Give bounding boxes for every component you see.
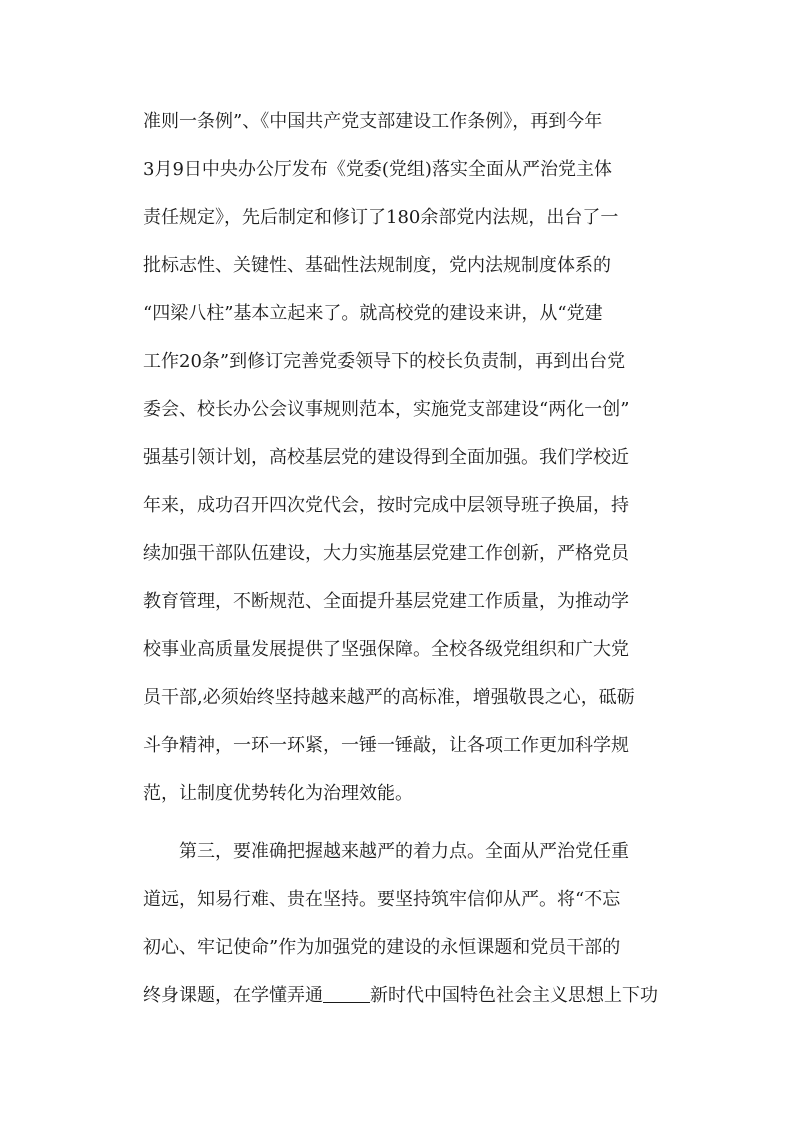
paragraph-line: 道远，知易行难、贵在坚持。要坚持筑牢信仰从严。将“不忘 (143, 889, 621, 910)
paragraph-line: 3月9日中央办公厅发布《党委(党组)落实全面从严治党主体 (143, 159, 612, 180)
paragraph-line: 续加强干部队伍建设，大力实施基层党建工作创新，严格党员 (143, 543, 629, 564)
line-text-before-blank: 终身课题，在学懂弄通 (143, 985, 323, 1006)
paragraph-line: “四梁八柱”基本立起来了。就高校党的建设来讲，从“党建 (143, 303, 603, 324)
paragraph-line: 教育管理，不断规范、全面提升基层党建工作质量，为推动学 (143, 591, 629, 612)
fill-in-blank (323, 984, 370, 1003)
paragraph-line-with-blank (143, 984, 658, 1008)
paragraph-line: 工作20条”到修订完善党委领导下的校长负责制，再到出台党 (143, 351, 626, 372)
paragraph-line: 批标志性、关键性、基础性法规制度，党内法规制度体系的 (143, 255, 611, 276)
paragraph-first-line: 第三，要准确把握越来越严的着力点。全面从严治党任重 (179, 841, 629, 862)
paragraph-line: 初心、牢记使命”作为加强党的建设的永恒课题和党员干部的 (143, 937, 621, 958)
line-text-after-blank: 新时代中国特色社会主义思想上下功 (370, 985, 658, 1006)
paragraph-line: 准则一条例”、《中国共产党支部建设工作条例》，再到今年 (143, 111, 603, 132)
paragraph-line: 年来，成功召开四次党代会，按时完成中层领导班子换届，持 (143, 495, 629, 516)
paragraph-line: 员干部,必须始终坚持越来越严的高标准，增强敬畏之心，砥砺 (143, 687, 635, 708)
paragraph-line: 责任规定》，先后制定和修订了180余部党内法规，出台了一 (143, 207, 619, 228)
paragraph-line: 校事业高质量发展提供了坚强保障。全校各级党组织和广大党 (143, 639, 629, 660)
paragraph-line: 委会、校长办公会议事规则范本，实施党支部建设“两化一创” (143, 399, 630, 420)
paragraph-line: 斗争精神，一环一环紧，一锤一锤敲，让各项工作更加科学规 (143, 735, 629, 756)
paragraph-line: 强基引领计划，高校基层党的建设得到全面加强。我们学校近 (143, 447, 629, 468)
paragraph-line: 范，让制度优势转化为治理效能。 (143, 783, 413, 804)
